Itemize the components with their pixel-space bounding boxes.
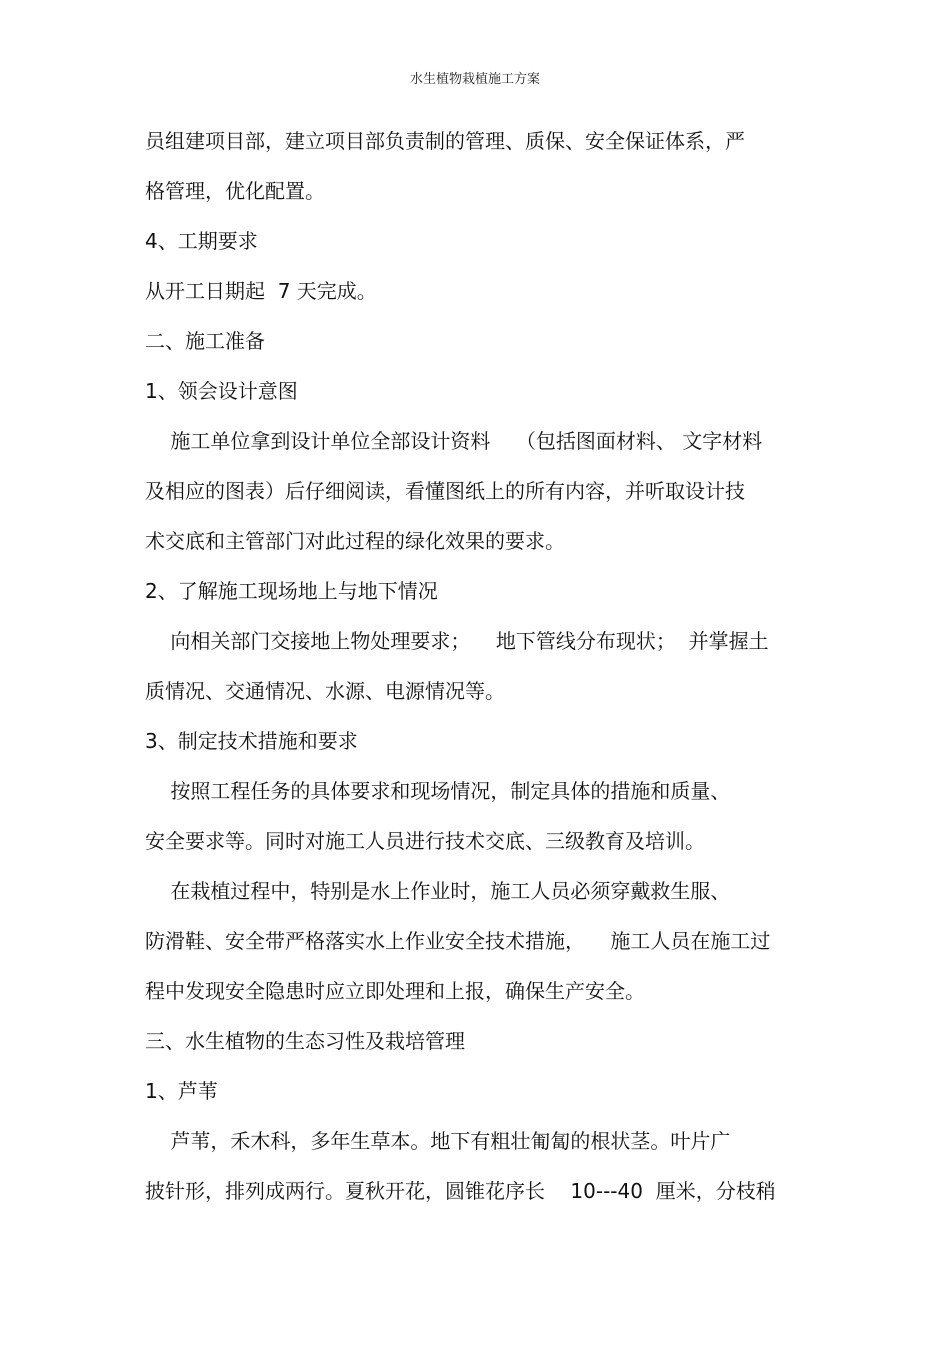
section-heading: 1、领会设计意图 bbox=[145, 379, 298, 403]
section-heading: 4、工期要求 bbox=[145, 229, 258, 253]
text-line: 质情况、交通情况、水源、电源情况等。 bbox=[145, 679, 505, 703]
page-header: 水生植物栽植施工方案 bbox=[409, 72, 540, 87]
text-line: 施工单位拿到设计单位全部设计资料 （包括图面材料、 文字材料 bbox=[145, 429, 763, 453]
text-line: 在栽植过程中，特别是水上作业时，施工人员必须穿戴救生服、 bbox=[145, 879, 731, 903]
text-line: 从开工日期起 7 天完成。 bbox=[145, 279, 377, 303]
text-line: 程中发现安全隐患时应立即处理和上报，确保生产安全。 bbox=[145, 979, 645, 1003]
text-line: 安全要求等。同时对施工人员进行技术交底、三级教育及培训。 bbox=[145, 829, 705, 853]
text-line: 员组建项目部，建立项目部负责制的管理、质保、安全保证体系，严 bbox=[145, 129, 745, 153]
text-line: 及相应的图表）后仔细阅读，看懂图纸上的所有内容，并听取设计技 bbox=[145, 479, 745, 503]
text-line: 芦苇，禾木科，多年生草本。地下有粗壮匍匐的根状茎。叶片广 bbox=[145, 1129, 731, 1153]
text-line: 向相关部门交接地上物处理要求； 地下管线分布现状； 并掌握土 bbox=[145, 629, 769, 653]
text-line: 术交底和主管部门对此过程的绿化效果的要求。 bbox=[145, 529, 565, 553]
section-heading: 2、了解施工现场地上与地下情况 bbox=[145, 579, 438, 603]
section-heading: 三、水生植物的生态习性及栽培管理 bbox=[145, 1029, 465, 1053]
text-line: 按照工程任务的具体要求和现场情况，制定具体的措施和质量、 bbox=[145, 779, 731, 803]
text-line: 披针形，排列成两行。夏秋开花，圆锥花序长 10---40 厘米，分枝稍 bbox=[145, 1179, 776, 1203]
section-heading: 二、施工准备 bbox=[145, 329, 265, 353]
section-heading: 1、芦苇 bbox=[145, 1079, 218, 1103]
text-line: 格管理，优化配置。 bbox=[145, 179, 325, 203]
section-heading: 3、制定技术措施和要求 bbox=[145, 729, 358, 753]
text-line: 防滑鞋、安全带严格落实水上作业安全技术措施， 施工人员在施工过 bbox=[145, 929, 771, 953]
